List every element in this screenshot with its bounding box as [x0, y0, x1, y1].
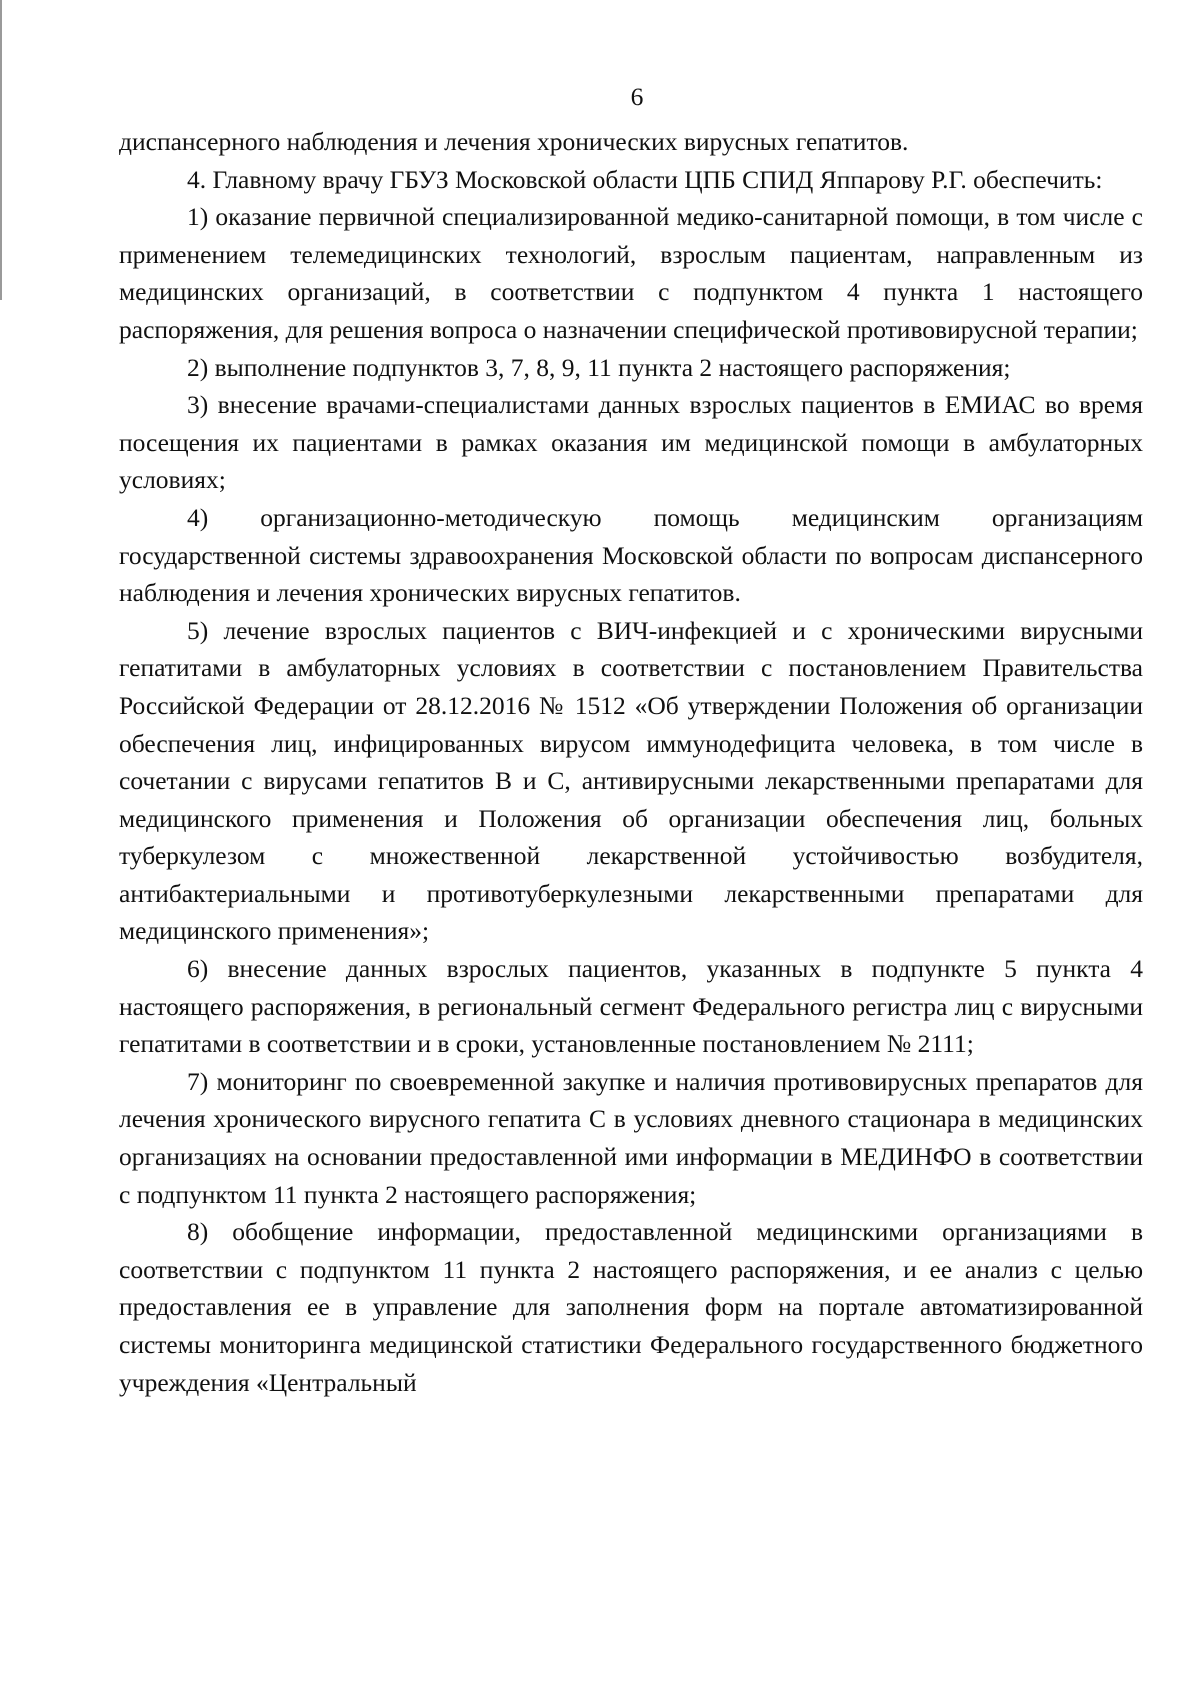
paragraph-subitem-8: 8) обобщение информации, предоставленной медицинскими организациями в соответствии с подпунктом 11 пункта 2 настоящего распоряжения, и ее анализ с целью предоставления ее в управление для заполнения форм на портале автоматизированной системы мониторинга медицинской статистики Федерального государственного бюджетного учреждения «Центральный — [119, 1217, 1143, 1397]
document-page — [119, 70, 1143, 1401]
paragraph-subitem-7: 7) мониторинг по своевременной закупке и наличия противовирусных препаратов для лечения хронического вирусного гепатита С в условиях дневного стационара в медицинских организациях на основании предоставленной ими информации в МЕДИНФО в соответствии с подпунктом 11 пункта 2 настоящего распоряжения; — [119, 1066, 1143, 1209]
paragraph-subitem-1: 1) оказание первичной специализированной медико-санитарной помощи, в том числе с применением телемедицинских технологий, взрослым пациентам, направленным из медицинских организаций, в соответствии с подпунктом 4 пункта 1 настоящего распоряжения, для решения вопроса о назначении специфической противовирусной терапии; — [119, 202, 1143, 344]
paragraph-subitem-2: 2) выполнение подпунктов 3, 7, 8, 9, 11 пункта 2 настоящего распоряжения; — [187, 352, 1011, 382]
paragraph-item-4: 4. Главному врачу ГБУЗ Московской области ЦПБ СПИД Яппарову Р.Г. обеспечить: — [187, 164, 1103, 194]
paragraph-subitem-4: 4) организационно-методическую помощь медицинским организациям государственной системы здравоохранения Московской области по вопросам диспансерного наблюдения и лечения хронических вирусных гепатитов. — [119, 502, 1143, 608]
scan-edge-mark — [0, 0, 2, 300]
page-number: 6 — [630, 82, 644, 111]
paragraph-subitem-5: 5) лечение взрослых пациентов с ВИЧ-инфекцией и с хроническими вирусными гепатитами в амбулаторных условиях в соответствии с постановлением Правительства Российской Федерации от 28.12.2016 № 1512 «Об утверждении Положения об организации обеспечения лиц, инфицированных вирусом иммунодефицита человека, в том числе в сочетании с вирусами гепатитов В и С, антивирусными лекарственными препаратами для медицинского применения и Положения об организации обеспечения лиц, больных туберкулезом с множественной лекарственной устойчивостью возбудителя, антибактериальными и противотуберкулезными лекарственными препаратами для медицинского применения»; — [119, 615, 1143, 946]
paragraph-subitem-6: 6) внесение данных взрослых пациентов, указанных в подпункте 5 пункта 4 настоящего распоряжения, в региональный сегмент Федерального регистра лиц с вирусными гепатитами в соответствии и в сроки, установленные постановлением № 2111; — [119, 954, 1143, 1059]
paragraph-continuation: диспансерного наблюдения и лечения хронических вирусных гепатитов. — [119, 127, 909, 156]
paragraph-subitem-3: 3) внесение врачами-специалистами данных взрослых пациентов в ЕМИАС во время посещения их пациентами в рамках оказания им медицинской помощи в амбулаторных условиях; — [119, 390, 1143, 495]
